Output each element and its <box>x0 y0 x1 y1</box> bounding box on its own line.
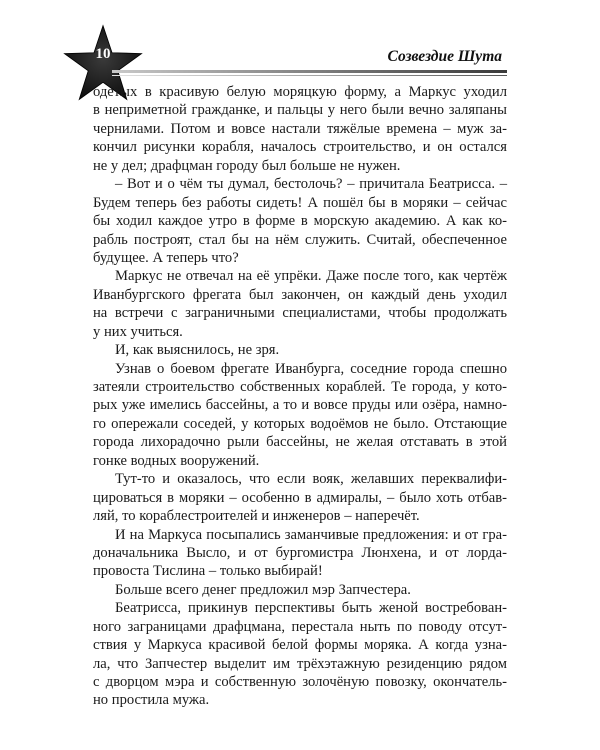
text-line: у них учиться. <box>93 323 183 340</box>
text-line: чернилами. Потом и вовсе настали тяжёлые времена – муж за- <box>93 120 507 137</box>
text-line: Тут-то и оказалось, что если вояк, желавших переквалифи- <box>115 471 507 488</box>
text-line: цироваться в моряки – особенно в адмиралы, – было хоть отбав- <box>93 489 507 506</box>
text-line: Больше всего денег предложил мэр Запчестера. <box>115 581 411 598</box>
text-line: рабль построят, стал бы на нём служить. Считай, обеспеченное <box>93 231 507 248</box>
text-line: на встречи с заграничными специалистами, чтобы продолжать <box>93 305 507 322</box>
text-line: И на Маркуса посыпались заманчивые предложения: и от гра- <box>115 526 507 543</box>
text-line: – Вот и о чём ты думал, бестолочь? – причитала Беатрисса. – <box>115 176 507 193</box>
text-line: но простила мужа. <box>93 692 210 709</box>
text-line: не у дел; драфцман городу был больше не нужен. <box>93 157 401 174</box>
body-text <box>93 83 507 710</box>
text-line: Будем теперь без работы сидеть! А пошёл бы в моряки – сейчас <box>93 194 507 211</box>
page-header <box>0 0 600 95</box>
page-number: 10 <box>95 46 111 62</box>
text-line: Узнав о боевом фрегате Иванбурга, соседние города спешно <box>115 360 507 377</box>
text-line: И, как выяснилось, не зря. <box>115 342 280 359</box>
text-line: затеяли строительство собственных кораблей. Те города, у кото- <box>93 379 507 395</box>
text-line: города лихорадочно рыли бассейны, не желая отставать в этой <box>93 434 507 451</box>
text-line: Маркус не отвечал на её упрёки. Даже после того, как чертёж <box>115 268 507 285</box>
text-line: ствия у Маркуса красивой белой формы моряка. А когда узна- <box>93 637 507 654</box>
text-line: Иванбургского фрегата был закончен, он каждый день уходил <box>93 286 507 303</box>
text-line: Беатрисса, прикинув перспективы быть женой востребован- <box>115 600 507 617</box>
text-line: в неприметной гражданке, и пальцы у него были вечно заляпаны <box>93 102 507 119</box>
text-line: ла, что Запчестер выделит им трёхэтажную резиденцию рядом <box>93 655 507 672</box>
text-line: рых уже имелись бассейны, а то и вовсе пруды или озёра, намно- <box>93 397 507 414</box>
text-line: доначальника Высло, и от бургомистра Люнхена, и от лорда- <box>93 544 507 561</box>
text-line: ного заграницами драфцмана, перестала ныть по поводу отсут- <box>93 618 507 635</box>
text-line: одетых в красивую белую моряцкую форму, а Маркус уходил <box>93 84 507 100</box>
text-line: с дворцом мэра и собственную золочёную повозку, окончатель- <box>93 674 507 690</box>
text-line: го опережали соседей, у которых водоёмов не было. Отстающие <box>93 415 507 432</box>
text-line: бы ходил каждое утро в форме в морскую академию. А как ко- <box>93 213 507 230</box>
text-line: гонке водных вооружений. <box>93 452 260 469</box>
text-line: провоста Тислина – только выбирай! <box>93 563 323 580</box>
running-title: Созвездие Шута <box>387 48 502 65</box>
text-line: кончил рисунки корабля, началось строительство, и он остался <box>93 139 507 156</box>
text-line: ляй, то кораблестроителей и инженеров – наперечёт. <box>93 508 420 525</box>
text-line: будущее. А теперь что? <box>93 249 239 266</box>
header-rule <box>112 70 507 73</box>
header-rule-thin <box>112 75 507 76</box>
